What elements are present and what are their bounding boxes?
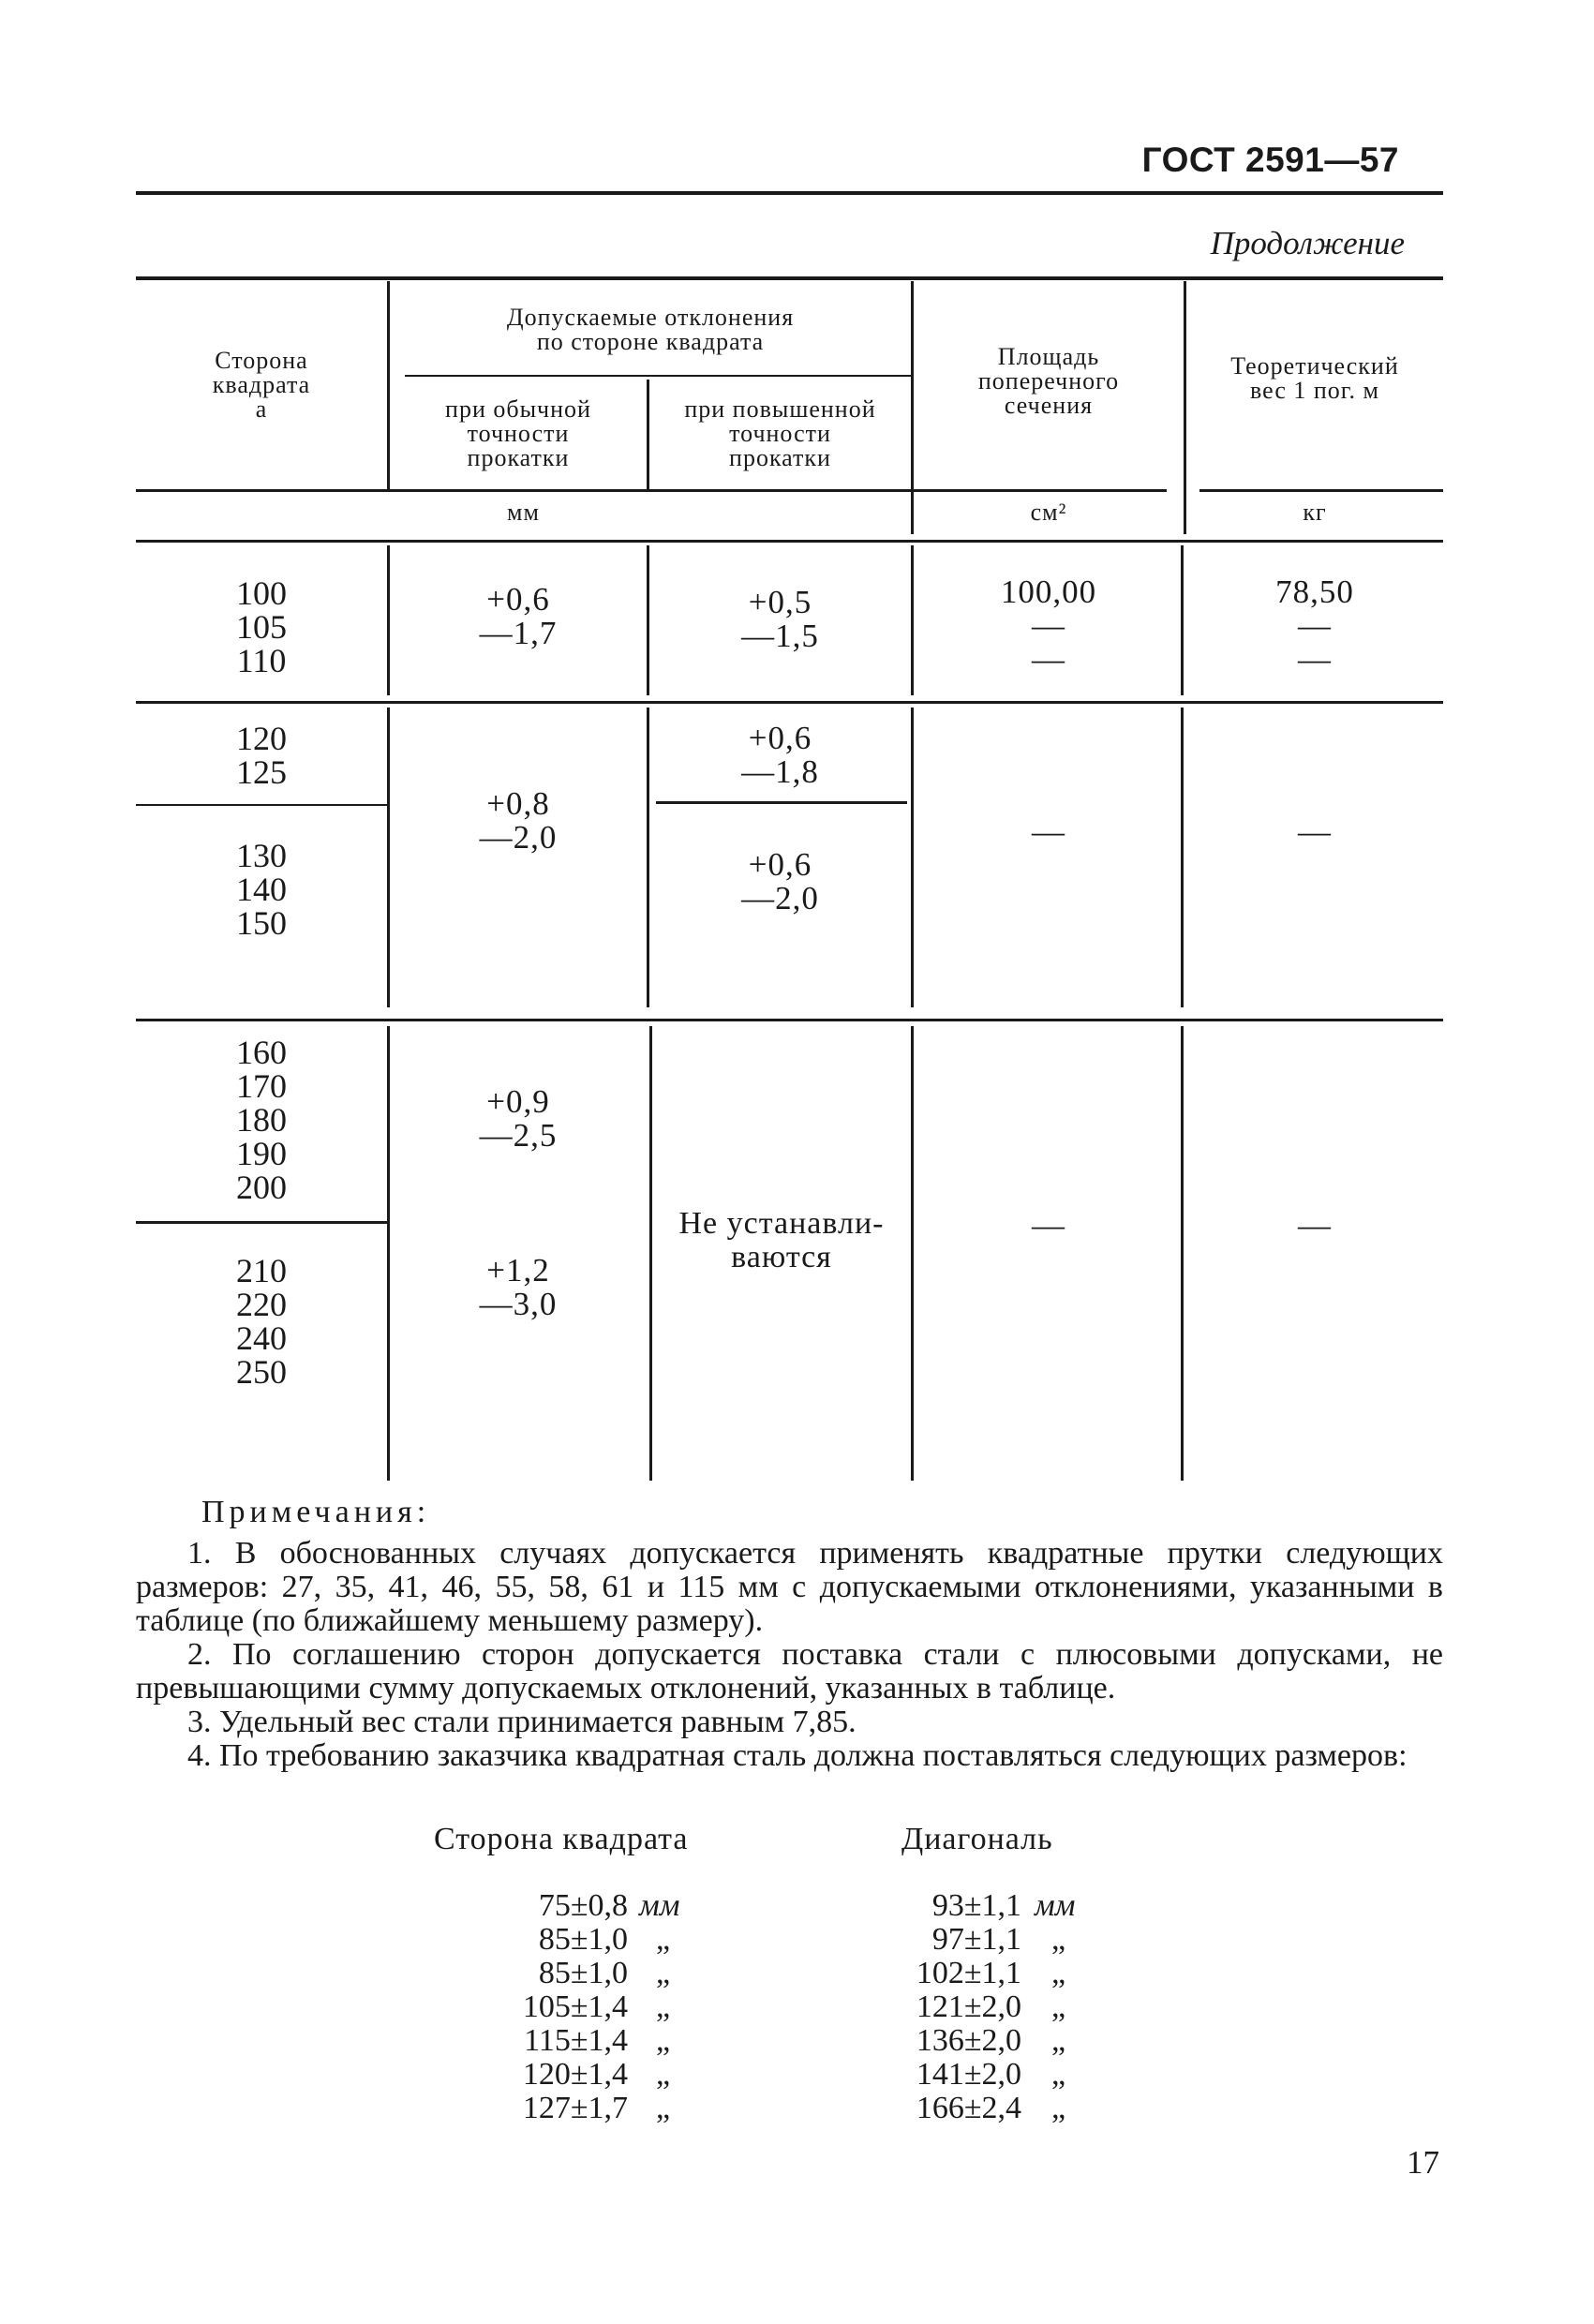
list-item: 141±2,0	[916, 2057, 1021, 2092]
table-cell-normal: +0,9 —2,5	[479, 1083, 558, 1154]
ditto-mark: „	[656, 2091, 671, 2125]
list-item: 115±1,4	[524, 2023, 628, 2058]
table-cell-sides: 100 105 110	[236, 574, 287, 679]
header-weight: Теоретический вес 1 пог. м	[1230, 352, 1399, 404]
ditto-mark: „	[1051, 2091, 1066, 2125]
header-deviation-high: при повышенной точности прокатки	[684, 395, 876, 471]
continuation-label: Продолжение	[1210, 225, 1405, 261]
table-cell-high: +0,6 —2,0	[741, 846, 819, 916]
header-deviation-normal: при обычной точности прокатки	[445, 395, 591, 471]
ditto-mark: „	[656, 1989, 671, 2024]
list-item: 85±1,0	[538, 1956, 628, 1990]
diagonal-column-header: Диагональ	[901, 1822, 1053, 1856]
list-item: 166±2,4	[916, 2091, 1021, 2125]
table-cell-area: —	[1032, 1207, 1065, 1244]
ditto-mark: „	[1051, 1956, 1066, 1990]
table-cell-sides: 160 170 180 190 200	[236, 1034, 287, 1206]
list-item: 97±1,1	[931, 1922, 1021, 1957]
side-values	[426, 1889, 628, 2125]
table-cell-sides: 130 140 150	[236, 837, 287, 942]
notes-body	[136, 1537, 1443, 1773]
table-cell-area: 100,00 — —	[1000, 574, 1097, 678]
header-rule	[136, 191, 1443, 195]
table-cell-sides: 210 220 240 250	[236, 1252, 287, 1391]
unit-mm: мм	[507, 499, 540, 526]
table-cell-weight: —	[1298, 1207, 1332, 1244]
table-cell-high: +0,6 —1,8	[741, 720, 819, 790]
standard-code: ГОСТ 2591—57	[1141, 141, 1399, 179]
list-item: 93±1,1	[931, 1888, 1021, 1923]
list-item: 127±1,7	[522, 2091, 628, 2125]
note-2: 2. По соглашению сторон допускается поставка стали с плюсовыми допусками, не превышающими сумму допускаемых отклонений, указанных в таблице.	[136, 1637, 1443, 1706]
table-cell-high: Не устанавли- ваются	[678, 1206, 885, 1274]
unit-label: мм	[1035, 1888, 1076, 1923]
ditto-mark: „	[656, 2057, 671, 2092]
note-1: 1. В обоснованных случаях допускается применять квадратные прутки следующих размеров: 27, 35, 41, 46, 55, 58, 61 и 115 мм с допускаемыми отклонениями, указанными в таблице (по ближайшему меньшему размеру).	[136, 1536, 1443, 1638]
unit-label: мм	[639, 1888, 680, 1923]
unit-cm2: см²	[1030, 499, 1067, 526]
notes-title: Примечания:	[201, 1495, 431, 1529]
list-item: 136±2,0	[916, 2023, 1021, 2058]
ditto-mark: „	[1051, 1922, 1066, 1957]
ditto-mark: „	[1051, 1989, 1066, 2024]
note-3: 3. Удельный вес стали принимается равным 7,85.	[187, 1705, 857, 1739]
ditto-mark: „	[656, 1956, 671, 1990]
side-units	[639, 1889, 679, 2125]
table-cell-weight: 78,50 — —	[1275, 574, 1354, 678]
side-column-header: Сторона квадрата	[434, 1822, 689, 1856]
note-4: 4. По требованию заказчика квадратная сталь должна поставляться следующих размеров:	[187, 1738, 1408, 1773]
list-item: 102±1,1	[916, 1956, 1021, 1990]
header-area: Площадь поперечного сечения	[977, 343, 1120, 419]
ditto-mark: „	[656, 1922, 671, 1957]
list-item: 85±1,0	[538, 1922, 628, 1957]
table-cell-sides: 120 125	[236, 720, 287, 791]
header-side: Сторона квадрата a	[212, 347, 311, 423]
table-cell-normal: +0,8 —2,0	[479, 785, 558, 856]
table-cell-area: —	[1032, 813, 1065, 850]
table-cell-weight: —	[1298, 813, 1332, 850]
ditto-mark: „	[1051, 2057, 1066, 2092]
list-item: 75±0,8	[538, 1888, 628, 1923]
diagonal-units	[1035, 1889, 1075, 2125]
list-item: 120±1,4	[522, 2057, 628, 2092]
header-deviation-group: Допускаемые отклонения по стороне квадрата	[506, 304, 795, 355]
ditto-mark: „	[656, 2023, 671, 2058]
table-cell-normal: +0,6 —1,7	[479, 581, 558, 651]
list-item: 121±2,0	[916, 1989, 1021, 2024]
list-item: 105±1,4	[522, 1989, 628, 2024]
table-cell-normal: +1,2 —3,0	[479, 1252, 558, 1322]
unit-kg: кг	[1303, 499, 1327, 526]
table-cell-high: +0,5 —1,5	[741, 584, 819, 654]
page-number: 17	[1407, 2144, 1439, 2181]
ditto-mark: „	[1051, 2023, 1066, 2058]
diagonal-values	[834, 1889, 1021, 2125]
